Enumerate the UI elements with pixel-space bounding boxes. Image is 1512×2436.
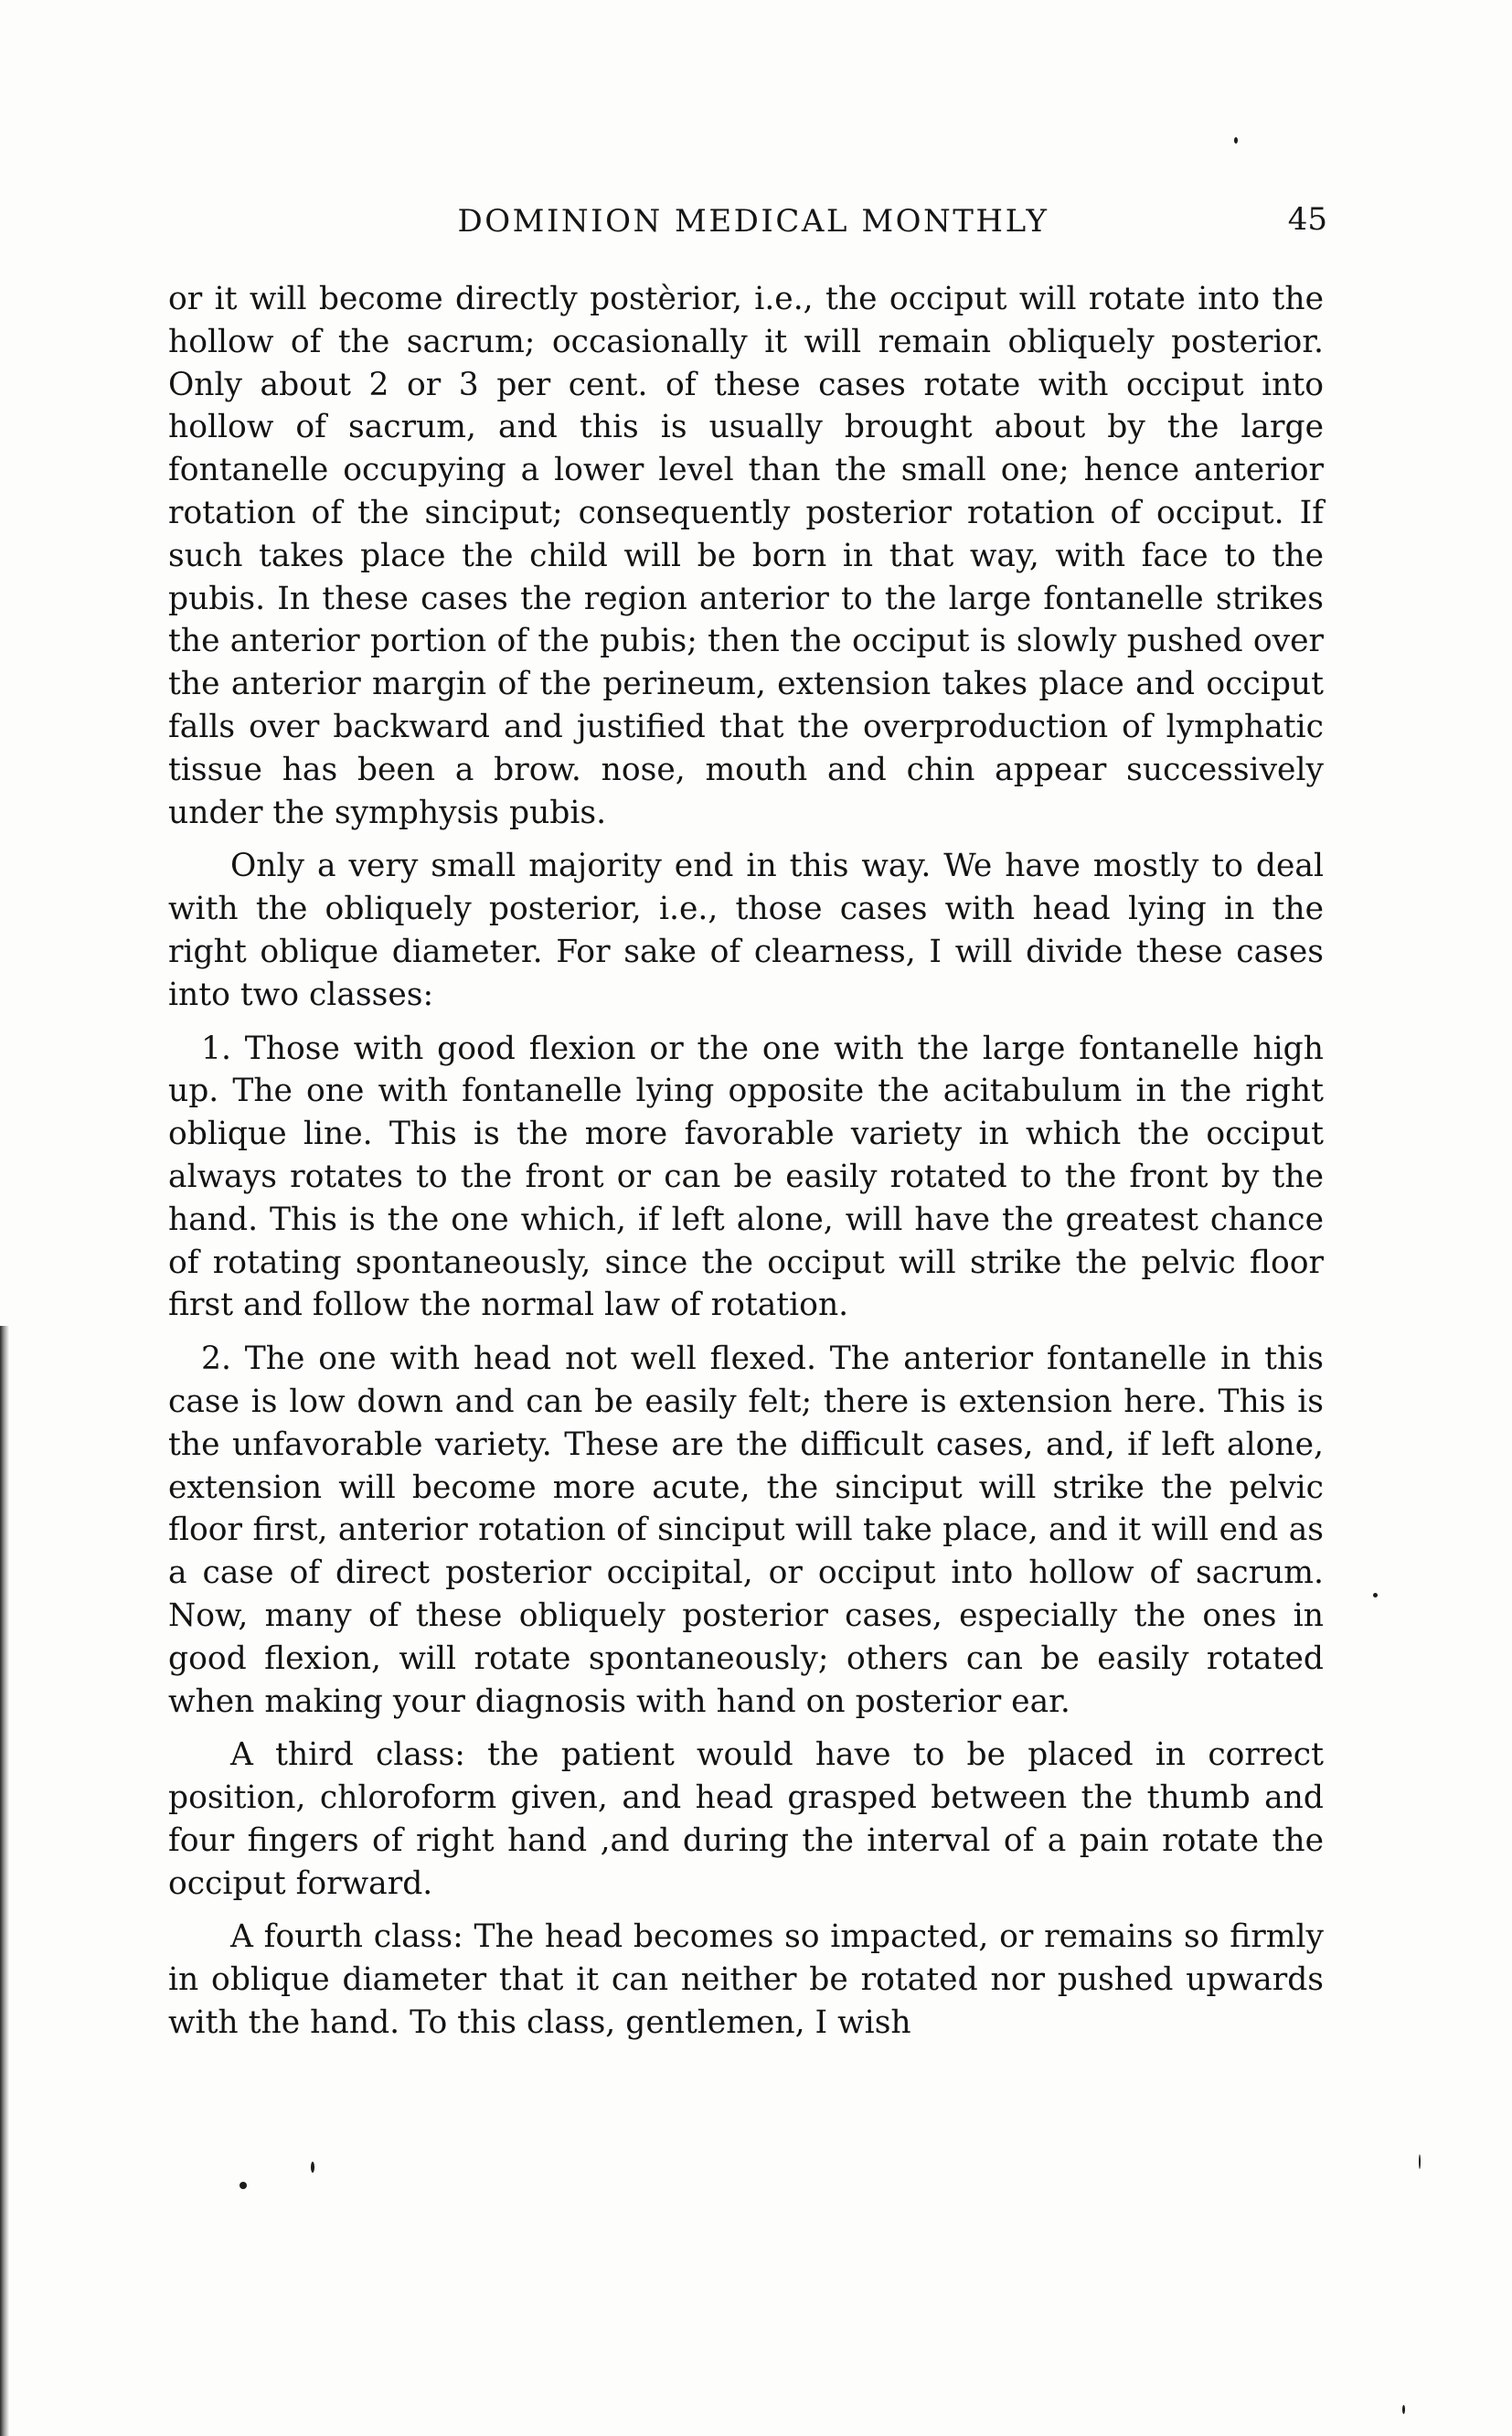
running-head: DOMINION MEDICAL MONTHLY <box>457 203 1049 240</box>
scan-speck <box>240 2182 247 2189</box>
paragraph: A third class: the patient would have to be placed in correct position, chloroform given, and head grasped between the thumb and four fingers of right hand ,and during the interval of a pain rotate the occiput forward. <box>168 1736 1324 1902</box>
paragraph: Only a very small majority end in this way. We have mostly to deal with the obliquely posterior, i.e., those cases with head lying in the right oblique diameter. For sake of clearness, I will divide these cases into two classes: <box>168 848 1324 1013</box>
page-left-edge-shadow <box>0 1326 9 2436</box>
numbered-paragraph: 2. The one with head not well flexed. The anterior fontanelle in this case is low down and can be easily felt; there is extension here. This is the unfavorable variety. These are the difficult cases, and, if left alone, extension will become more acute, the sinciput will strike the pelvic floor first, anterior rotation of sinciput will take place, and it will end as a case of direct posterior occipital, or occiput into hollow of sacrum. Now, many of these obliquely posterior cases, especially the ones in good flexion, will rotate spontaneously; others can be easily rotated when making your diagnosis with hand on posterior ear. <box>168 1341 1324 1720</box>
scan-speck <box>1373 1593 1378 1597</box>
scan-speck <box>1402 2405 1405 2414</box>
page-header <box>172 199 1335 254</box>
scan-speck <box>1234 137 1238 144</box>
paragraph: or it will become directly postèrior, i.e., the occiput will rotate into the hollow of the sacrum; occasionally it will remain obliquely posterior. Only about 2 or 3 per cent. of these cases rotate with occiput into hollow of sacrum, and this is usually brought about by the large fontanelle occupying a lower level than the small one; hence anterior rotation of the sinciput; consequently posterior rotation of occiput. If such takes place the child will be born in that way, with face to the pubis. In these cases the region anterior to the large fontanelle strikes the anterior portion of the pubis; then the occiput is slowly pushed over the anterior margin of the perineum, extension takes place and occiput falls over backward and justified that the overproduction of lymphatic tissue has been a brow. nose, mouth and chin appear successively under the symphysis pubis. <box>168 281 1324 831</box>
paragraph: A fourth class: The head becomes so impacted, or remains so firmly in oblique diameter that it can neither be rotated nor pushed upwards with the hand. To this class, gentlemen, I wish <box>168 1918 1324 2042</box>
scan-speck <box>311 2162 314 2173</box>
body-text <box>168 278 1324 2056</box>
page-number: 45 <box>1287 201 1327 238</box>
numbered-paragraph: 1. Those with good flexion or the one with the large fontanelle high up. The one with fontanelle lying opposite the acitabulum in the right oblique line. This is the more favorable variety in which the occiput always rotates to the front or can be easily rotated to the front by the hand. This is the one which, if left alone, will have the greatest chance of rotating spontaneously, since the occiput will strike the pelvic floor first and follow the normal law of rotation. <box>168 1030 1324 1324</box>
scan-speck <box>1419 2154 1421 2169</box>
